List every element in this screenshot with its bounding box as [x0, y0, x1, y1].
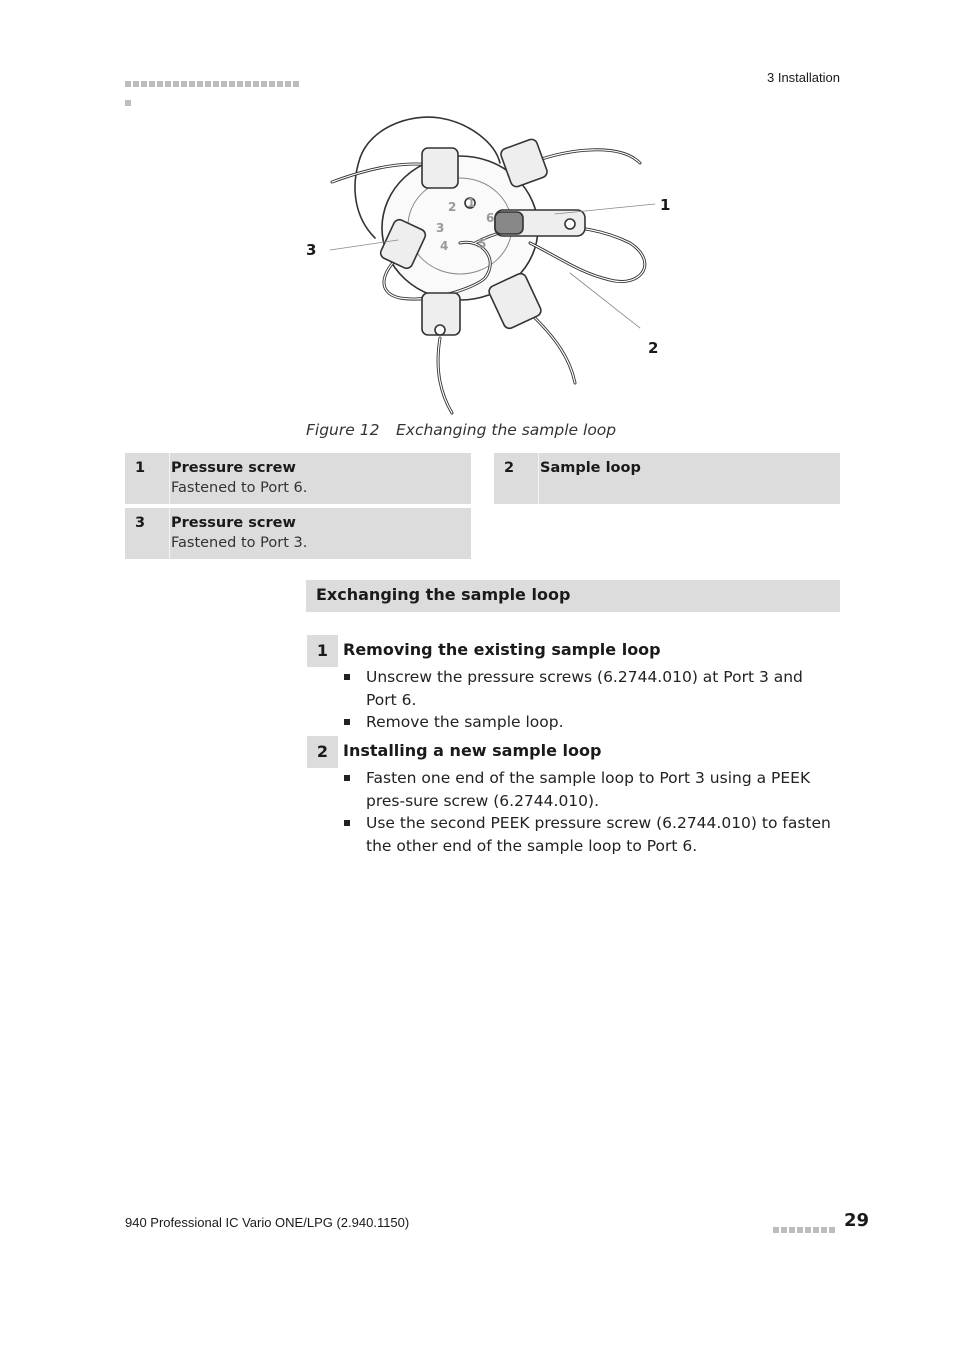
legend-title: Sample loop [540, 460, 641, 476]
step-title: Removing the existing sample loop [343, 640, 661, 659]
list-item [343, 812, 833, 857]
step-number: 1 [307, 635, 338, 667]
callout-3: 3 [306, 241, 317, 259]
port-label-5: 5 [478, 237, 487, 251]
page-number: 29 [844, 1210, 870, 1231]
header-decoration [125, 72, 307, 80]
bullet-text: Fasten one end of the sample loop to Port 3 using a PEEK pres-sure screw (6.2744.010). [366, 769, 811, 810]
figure-caption [306, 421, 616, 439]
legend-title: Pressure screw [171, 515, 296, 531]
step-bullet-list [343, 767, 833, 857]
legend-divider [538, 453, 539, 504]
bullet-text: Unscrew the pressure screws (6.2744.010) at Port 3 and Port 6. [366, 668, 803, 709]
legend-number: 3 [135, 515, 146, 531]
legend-description: Fastened to Port 3. [171, 535, 308, 551]
bullet-text: Use the second PEEK pressure screw (6.2744.010) to fasten the other end of the sample loop to Port 6. [366, 814, 831, 855]
list-item [343, 767, 833, 812]
legend-description: Fastened to Port 6. [171, 480, 308, 496]
step-bullet-list [343, 666, 833, 734]
legend-divider [169, 508, 170, 559]
port-label-3: 3 [436, 221, 445, 235]
running-header-chapter: 3 Installation [767, 70, 840, 85]
footer-decoration [773, 1218, 841, 1226]
legend-title: Pressure screw [171, 460, 296, 476]
step-title: Installing a new sample loop [343, 741, 602, 760]
bullet-text: Remove the sample loop. [366, 713, 564, 731]
section-heading: Exchanging the sample loop [306, 580, 840, 612]
port-label-2: 2 [448, 200, 457, 214]
list-item [343, 711, 833, 734]
figure-caption-number: Figure 12 [306, 421, 380, 439]
legend-item [125, 453, 471, 504]
figure-caption-text: Exchanging the sample loop [396, 421, 617, 439]
callout-2: 2 [648, 339, 659, 357]
port-label-6: 6 [486, 211, 495, 225]
callout-1: 1 [660, 196, 671, 214]
bullet-icon [344, 775, 350, 781]
legend-item [125, 508, 471, 559]
legend-item [494, 453, 840, 504]
footer-product: 940 Professional IC Vario ONE/LPG (2.940.1150) [125, 1215, 410, 1230]
bullet-icon [344, 719, 350, 725]
port-label-1: 1 [467, 196, 476, 210]
bullet-icon [344, 820, 350, 826]
legend-number: 1 [135, 460, 146, 476]
step-number: 2 [307, 736, 338, 768]
valve-illustration [300, 108, 680, 418]
list-item [343, 666, 833, 711]
bullet-icon [344, 674, 350, 680]
legend-number: 2 [504, 460, 515, 476]
port-label-4: 4 [440, 239, 449, 253]
legend-divider [169, 453, 170, 504]
